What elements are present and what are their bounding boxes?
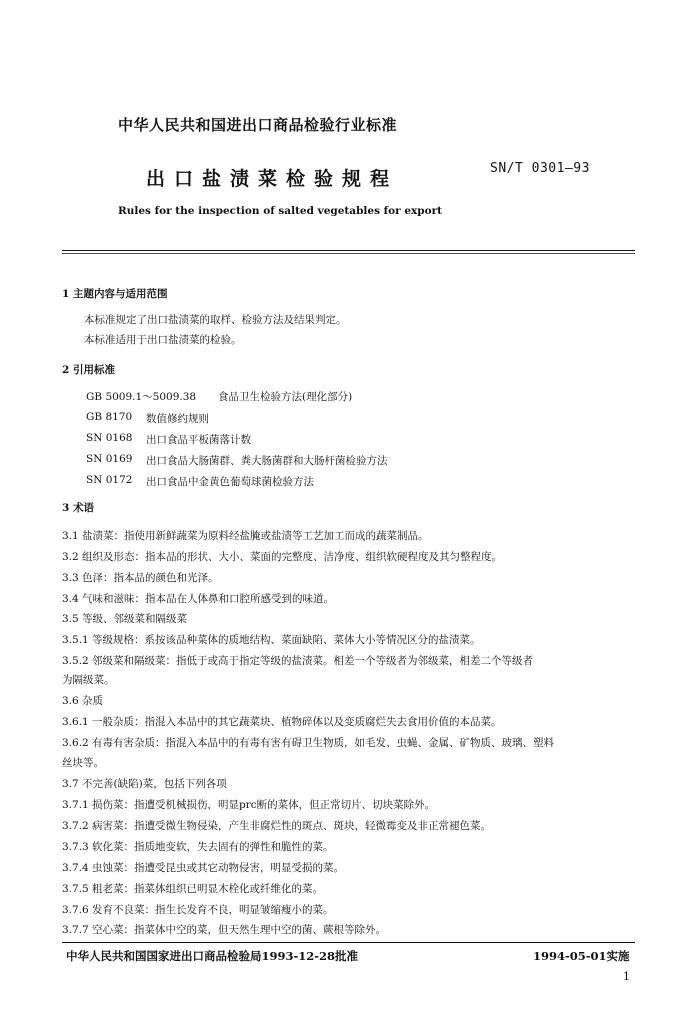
english-title: Rules for the inspection of salted vegetables for export: [118, 205, 443, 217]
reference-code: GB 8170: [86, 411, 133, 423]
term-line: 3.7.3 软化菜：指质地变软，失去固有的弹性和脆性的菜。: [62, 841, 334, 853]
term-line: 3.7.1 损伤菜：指遭受机械损伤，明显prc断的菜体，但正常切片、切块菜除外。: [62, 799, 436, 811]
section-1-paragraph: 本标准规定了出口盐渍菜的取样、检验方法及结果判定。: [84, 314, 347, 326]
term-line: 3.4 气味和滋味：指本品在人体鼻和口腔所感受到的味道。: [62, 593, 335, 605]
reference-name: 食品卫生检验方法(理化部分): [218, 391, 353, 403]
reference-code: SN 0169: [86, 453, 133, 465]
term-line: 3.6 杂质: [62, 695, 104, 707]
reference-name: 数值修约规则: [146, 413, 209, 425]
term-line: 3.7 不完善(缺陷)菜，包括下列各项: [62, 778, 227, 790]
reference-name: 出口食品平板菌落计数: [146, 434, 251, 446]
term-line: 3.7.4 虫蚀菜：指遭受昆虫或其它动物侵害，明显受损的菜。: [62, 862, 345, 874]
term-line: 3.6.2 有毒有害杂质：指混入本品中的有毒有害有碍卫生物质，如毛发、虫蝇、金属、矿物质、玻璃、塑料: [62, 737, 555, 749]
term-line: 3.7.2 病害菜：指遭受微生物侵染，产生非腐烂性的斑点、斑块，轻微霉变及非正常褪色菜。: [62, 820, 492, 832]
term-line: 3.7.6 发育不良菜：指生长发育不良，明显皱缩瘦小的菜。: [62, 904, 334, 916]
section-1-heading: 1 主题内容与适用范围: [62, 288, 168, 300]
term-line: 3.5.1 等级规格：系按该品种菜体的质地结构、菜面缺陷、菜体大小等情况区分的盐渍菜。: [62, 634, 481, 646]
document-title: 出口盐渍菜检验规程: [146, 168, 399, 190]
reference-name: 出口食品大肠菌群、粪大肠菌群和大肠杆菌检验方法: [146, 455, 388, 467]
implementation-date: 1994-05-01实施: [533, 949, 630, 963]
term-line: 丝块等。: [62, 757, 104, 769]
term-line: 3.6.1 一般杂质：指混入本品中的其它蔬菜块、植物碎体以及变质腐烂失去食用价值的本品菜。: [62, 716, 502, 728]
reference-code: GB 5009.1～5009.38: [86, 391, 197, 403]
header-rule-secondary: [62, 253, 635, 254]
term-line: 为隔级菜。: [62, 674, 115, 686]
reference-name: 出口食品中金黄色葡萄球菌检验方法: [146, 476, 314, 488]
term-line: 3.7.7 空心菜：指菜体中空的菜，但天然生理中空的菌、蕨根等除外。: [62, 924, 387, 936]
term-line: 3.2 组织及形态：指本品的形状、大小、菜面的完整度、洁净度、组织软硬程度及其匀整程度。: [62, 551, 503, 563]
term-line: 3.1 盐渍菜：指使用新鲜蔬菜为原料经盐腌或盐渍等工艺加工而成的蔬菜制品。: [62, 530, 429, 542]
reference-code: SN 0172: [86, 474, 133, 486]
section-2-heading: 2 引用标准: [62, 364, 115, 376]
footer-rule: [62, 942, 635, 943]
term-line: 3.7.5 粗老菜：指菜体组织已明显木栓化或纤维化的菜。: [62, 883, 324, 895]
term-line: 3.5.2 邻级菜和隔级菜：指低于或高于指定等级的盐渍菜。相差一个等级者为邻级菜，相差二个等级者: [62, 655, 534, 667]
issuing-organization: 中华人民共和国进出口商品检验行业标准: [118, 116, 398, 134]
reference-code: SN 0168: [86, 432, 133, 444]
term-line: 3.3 色泽：指本品的颜色和光泽。: [62, 572, 219, 584]
section-1-paragraph: 本标准适用于出口盐渍菜的检验。: [84, 334, 242, 346]
standard-code: SN/T 0301—93: [490, 161, 590, 176]
approval-statement: 中华人民共和国国家进出口商品检验局1993-12-28批准: [66, 949, 359, 963]
page-number: 1: [623, 970, 630, 983]
term-line: 3.5 等级、邻级菜和隔级菜: [62, 613, 188, 625]
section-3-heading: 3 术语: [62, 502, 94, 514]
header-rule: [62, 250, 635, 251]
